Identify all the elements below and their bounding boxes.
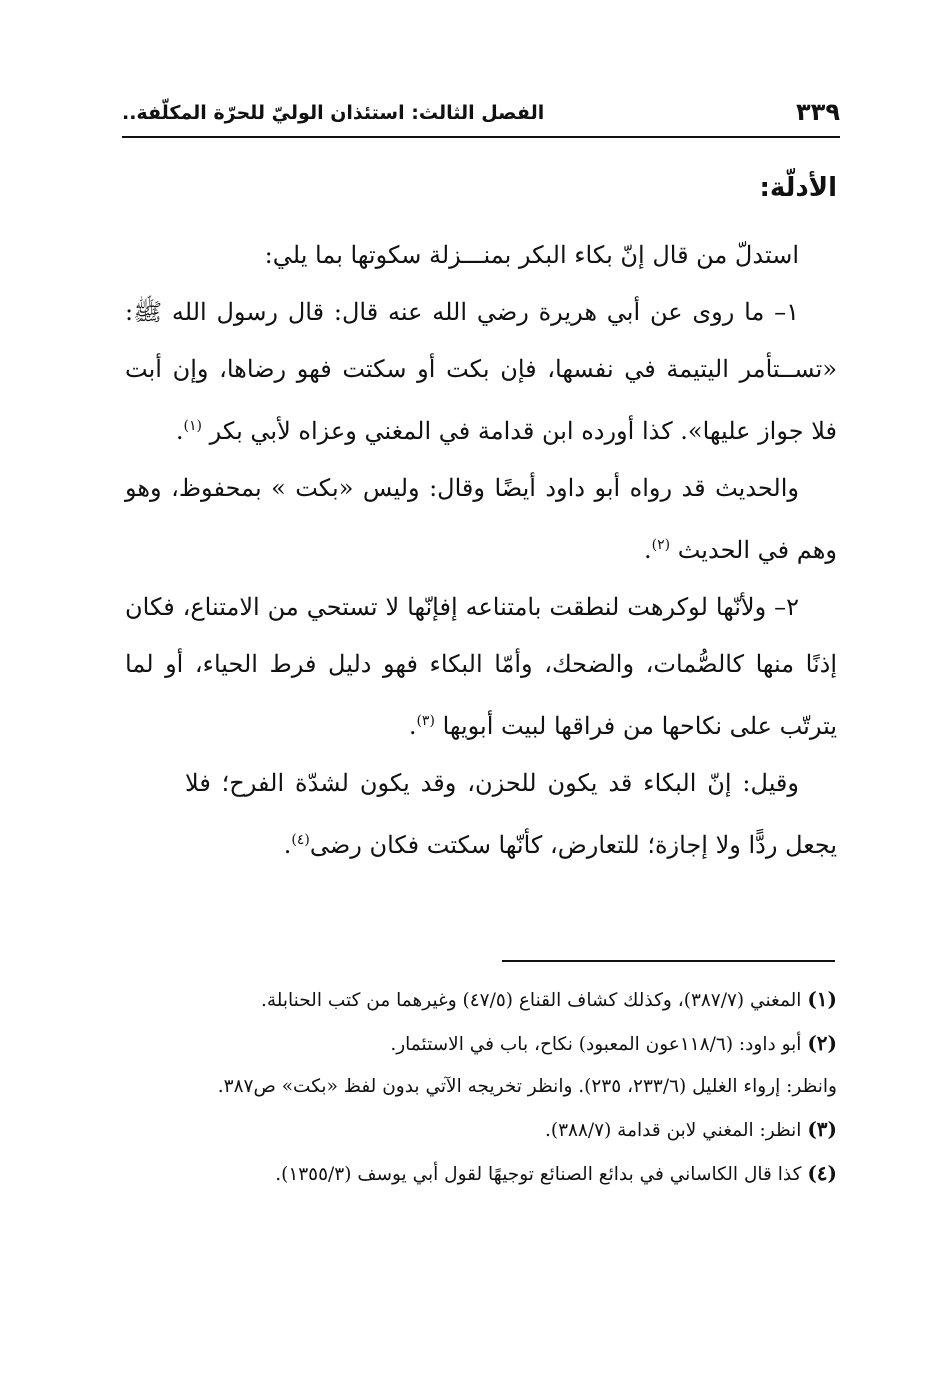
paragraph-evidence-1: ١– ما روى عن أبي هريرة رضي الله عنه قال: قال رسول الله ﷺ: «تســتأمر اليتيمة في نفسها، فإن بكت أو سكتت فهو رضاها، وإن أبت فلا جواز عليها». كذا أورده ابن قدامة في المغني وعزاه لأبي بكر $^{(١)}$. [125,298,837,445]
paragraph-evidence-2: ٢– ولأنّها لوكرهت لنطقت بامتناعه إفإنّها لا تستحي من الامتناع، فكان إذنًا منها كالصُّمات، والضحك، وأمّا البكاء فهو دليل فرط الحياء، أو لما يترتّب على نكاحها من فراقها لبيت أبويها $^{(٣)}$. [125,593,837,740]
footnote-4: (٤) كذا قال الكاساني في بدائع الصنائع توجيهًا لقول أبي يوسف (١٣٥٥/٣). [275,1161,837,1185]
footnote-ref-2[interactable]: (٢) [651,537,671,553]
footnote-3: (٣) انظر: المغني لابن قدامة (٣٨٨/٧). [544,1117,837,1141]
footnote-ref-3[interactable]: (٣) [416,713,435,729]
paragraph-intro: استدلّ من قال إنّ بكاء البكر بمنـــزلة سكوتها بما يلي: [264,241,799,269]
paragraph-objection: وقيل: إنّ البكاء قد يكون للحزن، وقد يكون لشدّة الفرح؛ فلا يجعل ردًّا ولا إجازة؛ للتعارض، كأنّها سكتت فكان رضى$^{(٤)}$. [185,769,837,859]
page-number: ٣٣٩ [796,98,840,126]
footnote-1: (١) المغني (٣٨٧/٧)، وكذلك كشاف القناع (٤٧/٥) وغيرهما من كتب الحنابلة. [260,987,837,1011]
footnote-separator [502,960,835,962]
footnote-2: (٢) أبو داود: (١١٨/٦عون المعبود) نكاح، باب في الاستئمار. [390,1031,837,1055]
running-title: الفصل الثالث: استئذان الوليّ للحرّة المكلّفة.. [122,102,545,124]
main-text [125,165,837,874]
footnote-ref-4[interactable]: (٤) [291,832,310,848]
page-header [122,96,840,138]
paragraph-abu-dawud: والحديث قد رواه أبو داود أيضًا وقال: وليس «بكت » بمحفوظ، وهو وهم في الحديث $^{(٢)}$. [125,474,837,564]
footnote-2-continued: وانظر: إرواء الغليل (٢٣٣/٦، ٢٣٥). وانظر تخريجه الآتي بدون لفظ «بكت» ص٣٨٧. [217,1076,837,1097]
footnote-ref-1[interactable]: (١) [183,418,202,434]
footnotes [125,985,837,1203]
section-heading: الأدلّة: [759,173,837,203]
